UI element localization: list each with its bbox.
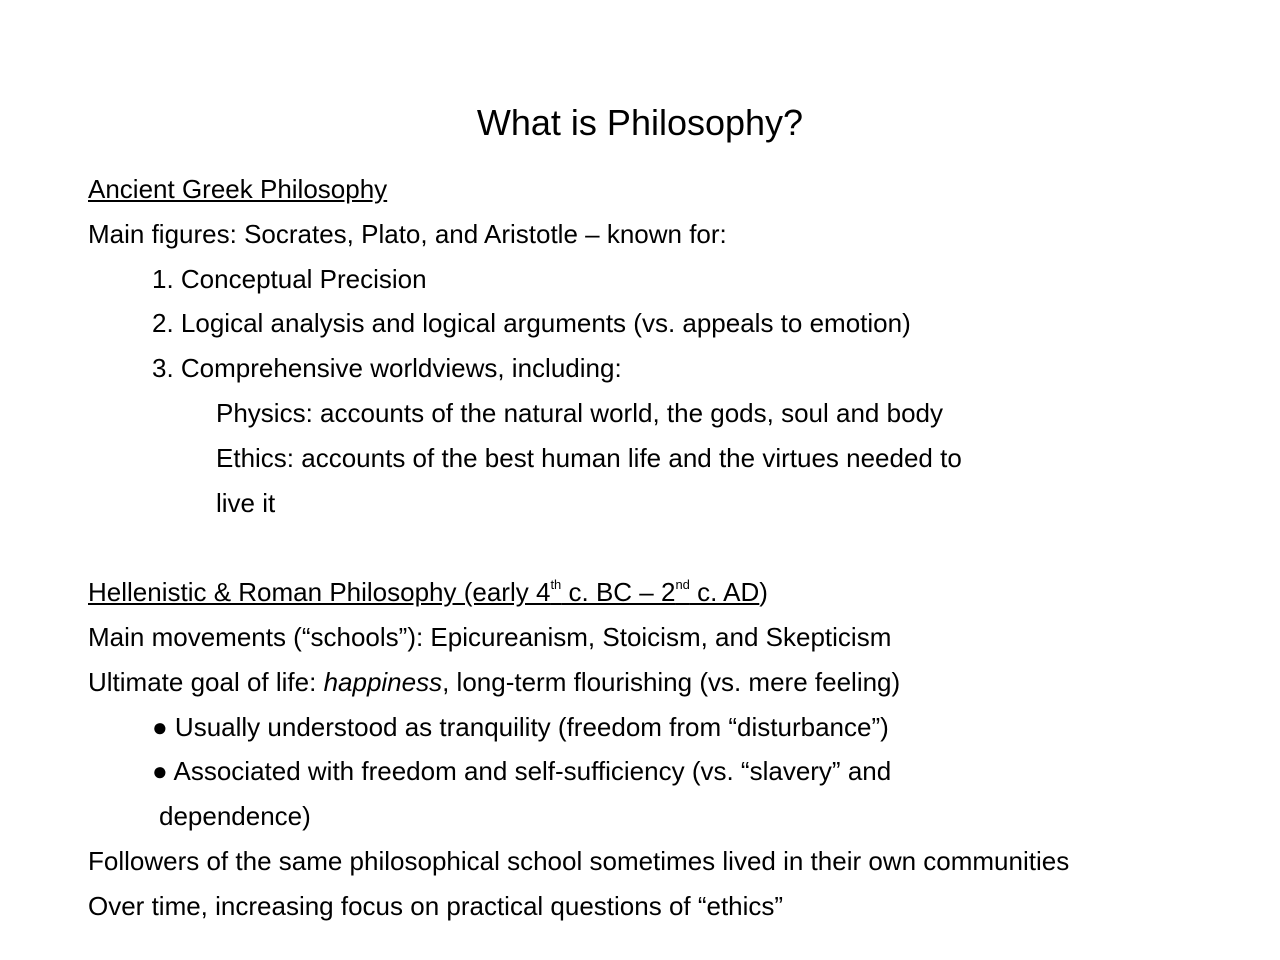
slide-title: What is Philosophy? (476, 102, 804, 143)
section-heading-greek-text: Ancient Greek Philosophy (88, 174, 388, 204)
heading-sup-nd: nd (675, 577, 690, 593)
slide-body (88, 167, 1238, 929)
followers-line: Followers of the same philosophical school sometimes lived in their own communities (88, 845, 1070, 876)
goal-prefix: Ultimate goal of life: (88, 666, 324, 697)
section-heading-hellenistic-text (88, 577, 759, 607)
heading-close-paren: ) (759, 577, 768, 608)
goal-suffix: , long-term flourishing (vs. mere feeling) (442, 666, 901, 697)
main-figures-line: Main figures: Socrates, Plato, and Aristotle – known for: (88, 218, 727, 249)
heading-part2: c. BC – 2 (561, 577, 676, 608)
spacer (88, 525, 1238, 570)
bullet-freedom-continuation: dependence) (159, 801, 311, 832)
section-heading-greek (88, 167, 1238, 212)
list-item-3: 3. Comprehensive worldviews, including: (152, 353, 622, 384)
bullet-tranquility: ● Usually understood as tranquility (freedom from “disturbance”) (152, 711, 889, 742)
section-heading-hellenistic (88, 570, 1238, 615)
heading-part1: Hellenistic & Roman Philosophy (early 4 (88, 577, 551, 608)
list-item-2: 2. Logical analysis and logical arguments (vs. appeals to emotion) (152, 308, 911, 339)
list-item-1: 1. Conceptual Precision (152, 263, 427, 294)
sub-item-ethics: Ethics: accounts of the best human life and the virtues needed to (216, 442, 962, 473)
heading-sup-th: th (550, 577, 562, 593)
sub-item-ethics-continuation: live it (216, 487, 276, 518)
sub-item-physics: Physics: accounts of the natural world, the gods, soul and body (216, 397, 943, 428)
over-time-line: Over time, increasing focus on practical questions of “ethics” (88, 890, 784, 921)
heading-part3: c. AD (689, 577, 760, 608)
ultimate-goal-line (88, 660, 1238, 705)
goal-italic: happiness (323, 666, 443, 697)
main-movements-line: Main movements (“schools”): Epicureanism, Stoicism, and Skepticism (88, 621, 892, 652)
bullet-freedom: ● Associated with freedom and self-sufficiency (vs. “slavery” and (152, 756, 892, 787)
